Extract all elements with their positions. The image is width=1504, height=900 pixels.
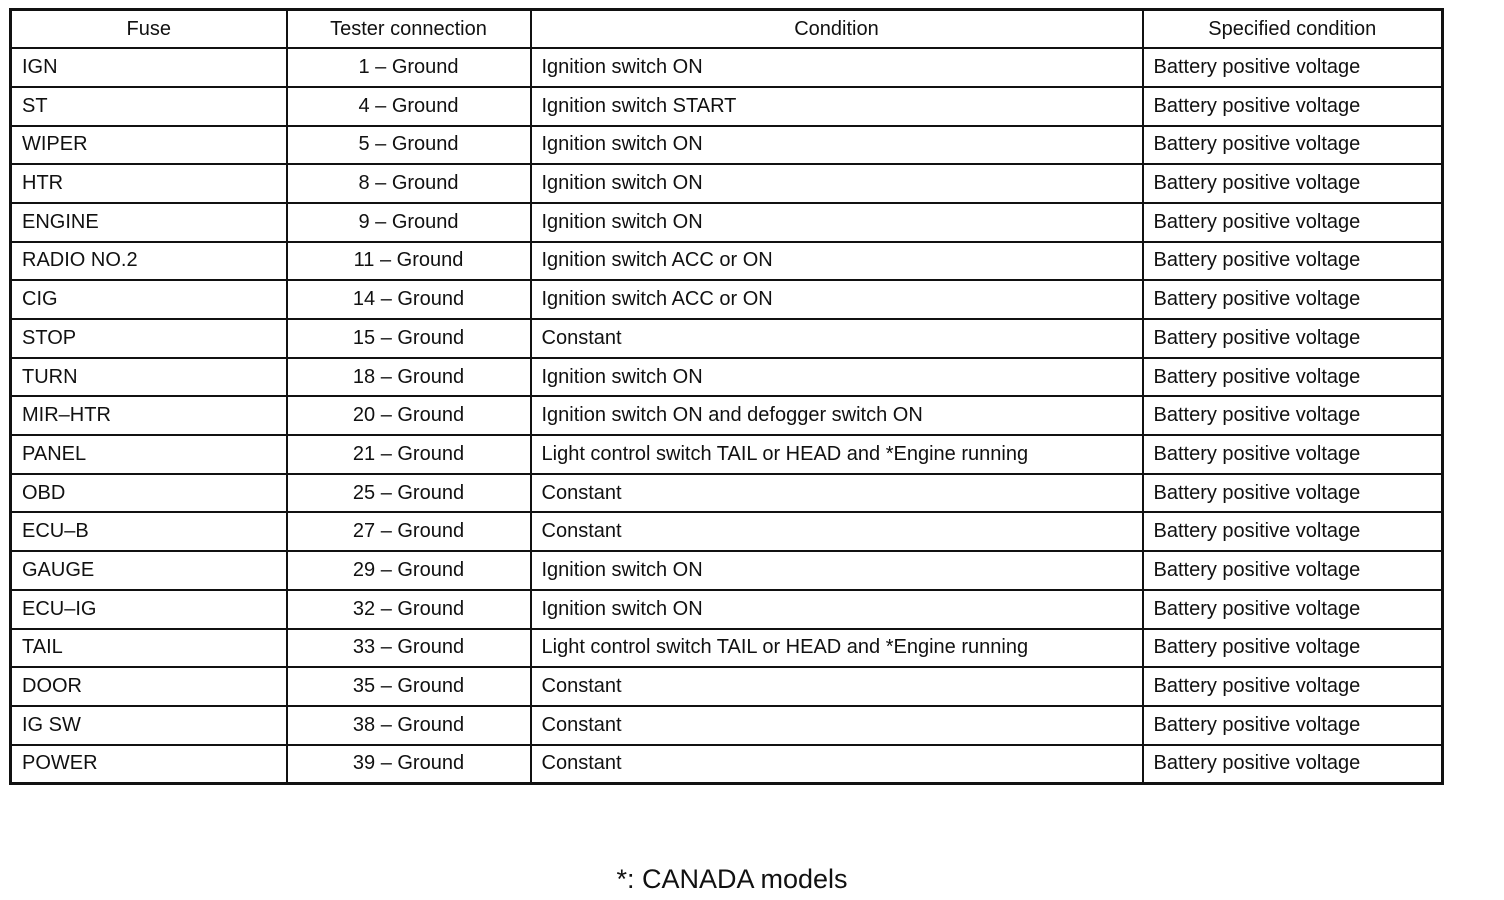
cell-fuse: ECU–IG	[11, 590, 287, 629]
cell-specified-condition: Battery positive voltage	[1143, 164, 1443, 203]
table-row	[11, 203, 1443, 242]
header-specified-condition: Specified condition	[1143, 10, 1443, 49]
cell-condition: Light control switch TAIL or HEAD and *Engine running	[531, 629, 1143, 668]
table-row	[11, 435, 1443, 474]
cell-condition: Ignition switch ON	[531, 164, 1143, 203]
table-row	[11, 590, 1443, 629]
table-row	[11, 706, 1443, 745]
cell-tester-connection: 20 – Ground	[287, 396, 531, 435]
cell-tester-connection: 14 – Ground	[287, 280, 531, 319]
table-row	[11, 745, 1443, 784]
cell-tester-connection: 4 – Ground	[287, 87, 531, 126]
cell-condition: Constant	[531, 667, 1143, 706]
table-row	[11, 319, 1443, 358]
table-body	[11, 48, 1443, 783]
cell-fuse: TURN	[11, 358, 287, 397]
cell-tester-connection: 25 – Ground	[287, 474, 531, 513]
table-row	[11, 242, 1443, 281]
table-row	[11, 48, 1443, 87]
cell-tester-connection: 35 – Ground	[287, 667, 531, 706]
cell-tester-connection: 1 – Ground	[287, 48, 531, 87]
cell-condition: Ignition switch ON	[531, 551, 1143, 590]
cell-condition: Constant	[531, 319, 1143, 358]
cell-fuse: CIG	[11, 280, 287, 319]
cell-condition: Light control switch TAIL or HEAD and *Engine running	[531, 435, 1143, 474]
cell-condition: Ignition switch ACC or ON	[531, 280, 1143, 319]
cell-condition: Constant	[531, 474, 1143, 513]
cell-fuse: GAUGE	[11, 551, 287, 590]
table-row	[11, 280, 1443, 319]
cell-tester-connection: 15 – Ground	[287, 319, 531, 358]
cell-specified-condition: Battery positive voltage	[1143, 319, 1443, 358]
table-row	[11, 126, 1443, 165]
cell-tester-connection: 18 – Ground	[287, 358, 531, 397]
cell-tester-connection: 8 – Ground	[287, 164, 531, 203]
cell-tester-connection: 27 – Ground	[287, 512, 531, 551]
cell-condition: Ignition switch ON	[531, 203, 1143, 242]
footnote: *: CANADA models	[616, 864, 848, 894]
table-row	[11, 629, 1443, 668]
cell-fuse: STOP	[11, 319, 287, 358]
cell-fuse: IG SW	[11, 706, 287, 745]
cell-tester-connection: 9 – Ground	[287, 203, 531, 242]
table-header-row	[11, 10, 1443, 49]
cell-fuse: RADIO NO.2	[11, 242, 287, 281]
cell-specified-condition: Battery positive voltage	[1143, 667, 1443, 706]
cell-tester-connection: 29 – Ground	[287, 551, 531, 590]
cell-fuse: PANEL	[11, 435, 287, 474]
cell-fuse: ST	[11, 87, 287, 126]
cell-tester-connection: 21 – Ground	[287, 435, 531, 474]
cell-condition: Constant	[531, 706, 1143, 745]
cell-fuse: ECU–B	[11, 512, 287, 551]
table-row	[11, 396, 1443, 435]
cell-fuse: POWER	[11, 745, 287, 784]
cell-tester-connection: 38 – Ground	[287, 706, 531, 745]
cell-tester-connection: 5 – Ground	[287, 126, 531, 165]
cell-specified-condition: Battery positive voltage	[1143, 629, 1443, 668]
cell-specified-condition: Battery positive voltage	[1143, 435, 1443, 474]
cell-specified-condition: Battery positive voltage	[1143, 242, 1443, 281]
cell-fuse: ENGINE	[11, 203, 287, 242]
cell-specified-condition: Battery positive voltage	[1143, 745, 1443, 784]
table-row	[11, 358, 1443, 397]
cell-specified-condition: Battery positive voltage	[1143, 590, 1443, 629]
cell-specified-condition: Battery positive voltage	[1143, 126, 1443, 165]
cell-condition: Constant	[531, 512, 1143, 551]
table-row	[11, 474, 1443, 513]
cell-specified-condition: Battery positive voltage	[1143, 358, 1443, 397]
cell-fuse: HTR	[11, 164, 287, 203]
cell-specified-condition: Battery positive voltage	[1143, 396, 1443, 435]
cell-specified-condition: Battery positive voltage	[1143, 706, 1443, 745]
cell-fuse: TAIL	[11, 629, 287, 668]
table-row	[11, 551, 1443, 590]
cell-tester-connection: 11 – Ground	[287, 242, 531, 281]
cell-fuse: DOOR	[11, 667, 287, 706]
table-row	[11, 164, 1443, 203]
cell-fuse: MIR–HTR	[11, 396, 287, 435]
cell-tester-connection: 33 – Ground	[287, 629, 531, 668]
cell-condition: Constant	[531, 745, 1143, 784]
cell-specified-condition: Battery positive voltage	[1143, 512, 1443, 551]
cell-condition: Ignition switch ON	[531, 590, 1143, 629]
header-condition: Condition	[531, 10, 1143, 49]
cell-condition: Ignition switch ACC or ON	[531, 242, 1143, 281]
table-row	[11, 667, 1443, 706]
header-fuse: Fuse	[11, 10, 287, 49]
cell-condition: Ignition switch ON	[531, 126, 1143, 165]
cell-specified-condition: Battery positive voltage	[1143, 87, 1443, 126]
cell-condition: Ignition switch START	[531, 87, 1143, 126]
cell-condition: Ignition switch ON	[531, 48, 1143, 87]
header-tester-connection: Tester connection	[287, 10, 531, 49]
cell-tester-connection: 39 – Ground	[287, 745, 531, 784]
cell-specified-condition: Battery positive voltage	[1143, 48, 1443, 87]
cell-condition: Ignition switch ON and defogger switch ON	[531, 396, 1143, 435]
cell-specified-condition: Battery positive voltage	[1143, 203, 1443, 242]
cell-condition: Ignition switch ON	[531, 358, 1143, 397]
cell-specified-condition: Battery positive voltage	[1143, 551, 1443, 590]
cell-specified-condition: Battery positive voltage	[1143, 280, 1443, 319]
cell-specified-condition: Battery positive voltage	[1143, 474, 1443, 513]
cell-fuse: OBD	[11, 474, 287, 513]
table-row	[11, 512, 1443, 551]
table-row	[11, 87, 1443, 126]
cell-fuse: IGN	[11, 48, 287, 87]
cell-tester-connection: 32 – Ground	[287, 590, 531, 629]
cell-fuse: WIPER	[11, 126, 287, 165]
fuse-inspection-table	[9, 8, 1444, 785]
